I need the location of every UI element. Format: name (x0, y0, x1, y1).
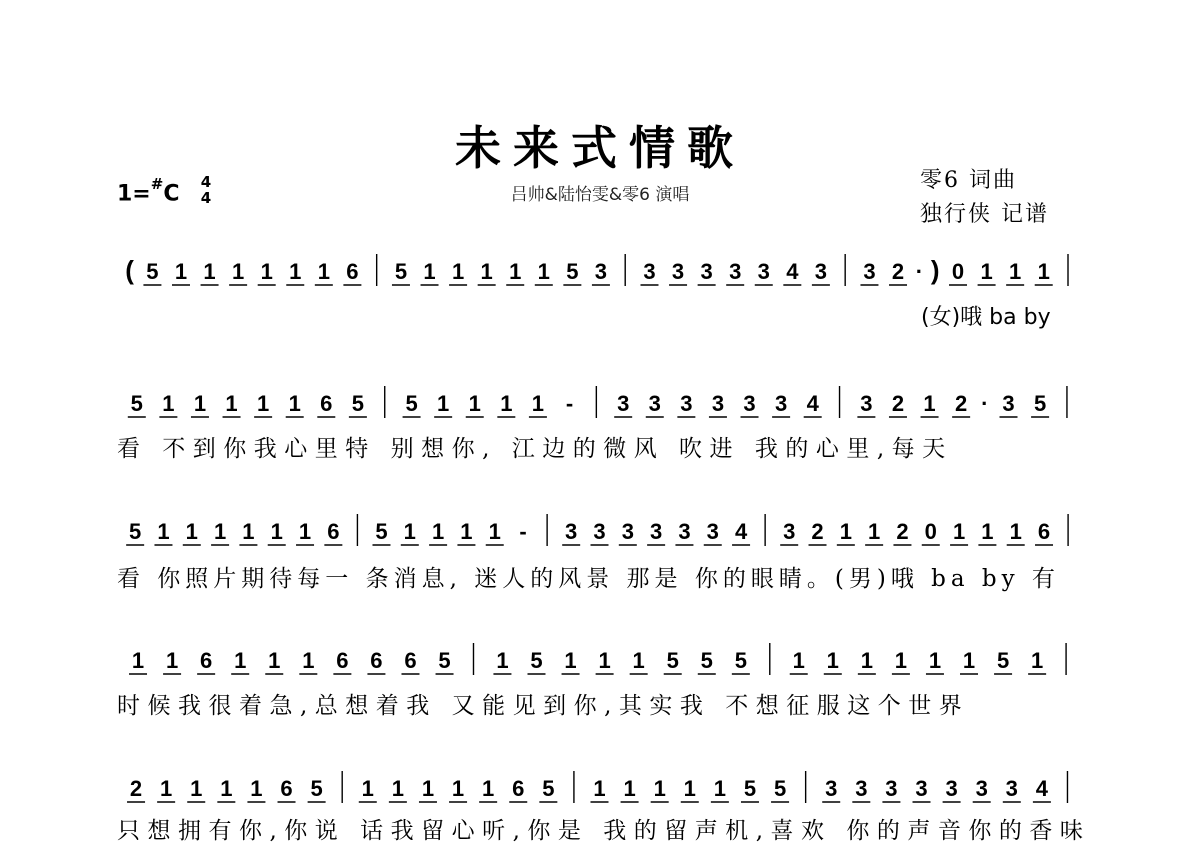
note-3: 3 (621, 519, 634, 544)
note-6: 6 (370, 648, 383, 673)
note-3: 3 (711, 391, 725, 416)
notation-svg (117, 252, 1087, 302)
note-3: 3 (1002, 391, 1015, 416)
note-1: 1 (160, 776, 173, 801)
note-2: 2 (811, 519, 824, 544)
note-5: 5 (743, 776, 757, 801)
note--: - (519, 519, 527, 544)
notation-svg (117, 384, 1087, 434)
note-3: 3 (757, 259, 770, 284)
notation-svg (117, 512, 1087, 562)
time-signature-top: 4 (200, 173, 212, 191)
note-3: 3 (593, 519, 606, 544)
note-3: 3 (594, 259, 608, 284)
note-3: 3 (1005, 776, 1018, 801)
note-6: 6 (1037, 519, 1051, 544)
note-1: 1 (653, 776, 666, 801)
note-1: 1 (509, 259, 522, 284)
note-1: 1 (981, 519, 994, 544)
note-3: 3 (706, 519, 719, 544)
note-1: 1 (839, 519, 852, 544)
note-5: 5 (405, 391, 418, 416)
note-1: 1 (482, 776, 495, 801)
dot-mark: · (915, 259, 924, 284)
lyric-line: 时候我很着急,总想着我 又能见到你,其实我 不想征服这个世界 (117, 693, 970, 719)
note-5: 5 (394, 259, 408, 284)
note-1: 1 (451, 259, 465, 284)
note-3: 3 (678, 519, 691, 544)
note-3: 3 (617, 391, 630, 416)
note-1: 1 (488, 519, 501, 544)
note-6: 6 (404, 648, 417, 673)
note-1: 1 (213, 519, 227, 544)
note-0: 0 (951, 259, 965, 284)
lyric-line: 看 你照片期待每一 条消息, 迷人的风景 那是 你的眼睛。(男)哦 ba by 有 (117, 566, 1060, 592)
note-3: 3 (565, 519, 578, 544)
key-signature (117, 175, 180, 207)
note-2: 2 (955, 391, 968, 416)
note-5: 5 (700, 648, 713, 673)
note-1: 1 (288, 391, 301, 416)
note-1: 1 (1031, 648, 1044, 673)
note-2: 2 (129, 776, 143, 801)
note-1: 1 (980, 259, 993, 284)
note-5: 5 (530, 648, 543, 673)
note-1: 1 (242, 519, 255, 544)
lyric-line: 只想拥有你,你说 话我留心听,你是 我的留声机,喜欢 你的声音你的香味 (117, 818, 1091, 844)
note-5: 5 (566, 259, 579, 284)
note-1: 1 (403, 519, 416, 544)
note-5: 5 (734, 648, 747, 673)
note-1: 1 (431, 519, 445, 544)
note-1: 1 (270, 519, 283, 544)
note-1: 1 (593, 776, 606, 801)
credit-lyrics-music: 零6 词曲 (920, 168, 1017, 193)
note-3: 3 (814, 259, 828, 284)
note-1: 1 (500, 391, 513, 416)
note-2: 2 (896, 519, 909, 544)
note-1: 1 (193, 391, 207, 416)
note-3: 3 (680, 391, 693, 416)
note-1: 1 (860, 648, 873, 673)
note-1: 1 (962, 648, 976, 673)
note-1: 1 (537, 259, 550, 284)
note-5: 5 (1033, 391, 1047, 416)
note-1: 1 (268, 648, 281, 673)
note-3: 3 (671, 259, 685, 284)
note-3: 3 (643, 259, 656, 284)
note-1: 1 (868, 519, 881, 544)
note-3: 3 (885, 776, 898, 801)
note-5: 5 (351, 391, 365, 416)
note-6: 6 (512, 776, 525, 801)
note-1: 1 (437, 391, 450, 416)
note-1: 1 (1009, 259, 1022, 284)
note-3: 3 (915, 776, 928, 801)
time-signature-bottom: 4 (200, 189, 212, 207)
note-1: 1 (632, 648, 645, 673)
note-1: 1 (257, 391, 270, 416)
note-1: 1 (421, 776, 435, 801)
performers: 吕帅&陆怡雯&零6 演唱 (510, 185, 690, 205)
note-1: 1 (250, 776, 263, 801)
notation-line (117, 384, 1087, 434)
note-1: 1 (460, 519, 473, 544)
note-6: 6 (346, 259, 359, 284)
note-3: 3 (855, 776, 868, 801)
note-5: 5 (129, 519, 142, 544)
note-5: 5 (996, 648, 1010, 673)
sharp-sign: # (150, 175, 164, 193)
note-1: 1 (232, 259, 245, 284)
note-1: 1 (302, 648, 315, 673)
note-1: 1 (157, 519, 170, 544)
note-3: 3 (729, 259, 742, 284)
note-1: 1 (894, 648, 908, 673)
note-1: 1 (225, 391, 238, 416)
note-3: 3 (825, 776, 838, 801)
note-1: 1 (531, 391, 545, 416)
credit-transcriber: 独行侠 记谱 (920, 202, 1049, 227)
note-1: 1 (289, 259, 302, 284)
note-5: 5 (773, 776, 787, 801)
note-(: ( (125, 255, 134, 285)
note-1: 1 (423, 259, 436, 284)
note-2: 2 (891, 259, 905, 284)
note-6: 6 (200, 648, 213, 673)
song-title: 未来式情歌 (455, 121, 745, 175)
note-5: 5 (146, 259, 159, 284)
notation-line (117, 641, 1087, 691)
note--: - (565, 391, 574, 416)
dot-mark: · (981, 391, 989, 416)
note-1: 1 (203, 259, 216, 284)
lyric-line: (女)哦 ba by (921, 305, 1051, 330)
note-1: 1 (826, 648, 839, 673)
note-1: 1 (260, 259, 273, 284)
note-6: 6 (280, 776, 293, 801)
key-label: 1= (117, 181, 151, 207)
lyric-line: 看 不到你我心里特 别想你, 江边的微风 吹进 我的心里,每天 (117, 436, 953, 462)
note-1: 1 (162, 391, 175, 416)
time-signature (198, 174, 214, 206)
note-1: 1 (234, 648, 247, 673)
notation-line (117, 252, 1087, 302)
note-1: 1 (564, 648, 577, 673)
note-3: 3 (700, 259, 713, 284)
note-1: 1 (952, 519, 966, 544)
note-1: 1 (451, 776, 465, 801)
note-5: 5 (310, 776, 323, 801)
note-6: 6 (336, 648, 349, 673)
note-3: 3 (945, 776, 958, 801)
note-1: 1 (361, 776, 374, 801)
note-1: 1 (298, 519, 312, 544)
note-4: 4 (734, 519, 748, 544)
note-1: 1 (468, 391, 481, 416)
note-3: 3 (783, 519, 796, 544)
note-1: 1 (174, 259, 188, 284)
note-3: 3 (975, 776, 988, 801)
key-tonic: C (163, 181, 180, 207)
note-5: 5 (130, 391, 143, 416)
note-1: 1 (598, 648, 611, 673)
note-1: 1 (923, 391, 936, 416)
note-1: 1 (1037, 259, 1050, 284)
note-1: 1 (1009, 519, 1022, 544)
notation-line (117, 512, 1087, 562)
note-6: 6 (320, 391, 333, 416)
note-1: 1 (713, 776, 727, 801)
note-4: 4 (786, 259, 799, 284)
note-1: 1 (496, 648, 509, 673)
note-1: 1 (220, 776, 233, 801)
note-5: 5 (375, 519, 388, 544)
note-3: 3 (774, 391, 788, 416)
note-3: 3 (863, 259, 876, 284)
note-3: 3 (648, 391, 661, 416)
note-4: 4 (806, 391, 819, 416)
note-1: 1 (165, 648, 179, 673)
note-1: 1 (623, 776, 636, 801)
note-1: 1 (480, 259, 493, 284)
note-5: 5 (666, 648, 679, 673)
note-2: 2 (891, 391, 905, 416)
note-3: 3 (743, 391, 756, 416)
note-1: 1 (317, 259, 330, 284)
note-): ) (930, 255, 940, 285)
note-4: 4 (1035, 776, 1049, 801)
note-1: 1 (792, 648, 805, 673)
note-6: 6 (327, 519, 340, 544)
note-0: 0 (924, 519, 937, 544)
note-1: 1 (131, 648, 145, 673)
note-5: 5 (438, 648, 451, 673)
note-1: 1 (683, 776, 696, 801)
note-1: 1 (928, 648, 942, 673)
note-1: 1 (190, 776, 203, 801)
note-1: 1 (391, 776, 404, 801)
note-3: 3 (650, 519, 663, 544)
note-3: 3 (860, 391, 873, 416)
note-5: 5 (542, 776, 555, 801)
note-1: 1 (185, 519, 198, 544)
notation-svg (117, 641, 1087, 691)
